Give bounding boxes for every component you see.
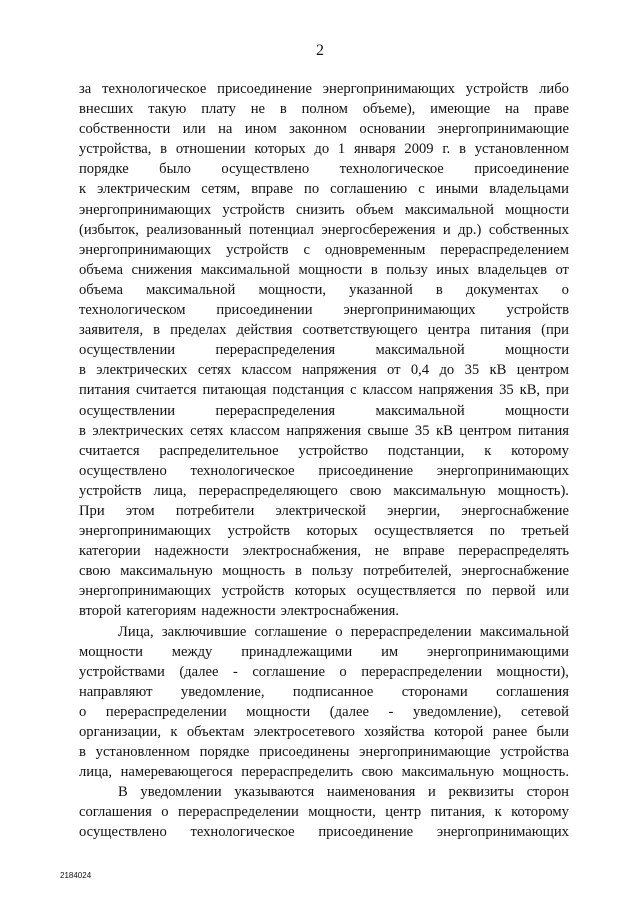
text-line: (избыток, реализованный потенциал энергосбережения и др.) собственных [79,221,569,238]
text-line: энергопринимающих устройств с одновременным перераспределением [79,241,569,258]
text-line: осуществлено технологическое присоединение энергопринимающих [79,824,569,841]
text-line: устройства, в отношении которых до 1 января 2009 г. в установленном [79,141,569,158]
document-body [79,79,569,843]
text-line: В уведомлении указываются наименования и реквизиты сторон [118,784,569,801]
text-line: объема максимальной мощности, указанной в документах о [79,281,569,298]
text-line: собственности или на ином законном основании энергопринимающие [79,121,569,138]
text-line: осуществлении перераспределения максимальной мощности [79,342,569,359]
text-line: внесших такую плату не в полном объеме), имеющие на праве [79,101,569,118]
text-line: объема снижения максимальной мощности в пользу иных владельцев от [79,261,569,278]
text-line: в электрических сетях классом напряжения свыше 35 кВ центром питания [79,422,569,439]
text-line: осуществлено технологическое присоединение энергопринимающих [79,462,569,479]
paragraph [79,622,569,783]
text-line: технологическом присоединении энергопринимающих устройств [79,302,569,319]
text-line: категории надежности электроснабжения, не вправе перераспределять [79,543,569,560]
text-line: свою максимальную мощность в пользу потребителей, энергоснабжение [79,563,569,580]
text-line: энергопринимающих устройств которых осуществляется по третьей [79,523,569,540]
text-line: устройств лица, перераспределяющего свою максимальную мощность). [79,482,569,499]
text-line: При этом потребители электрической энергии, энергоснабжение [79,502,569,519]
text-line: соглашения о перераспределении мощности, центр питания, к которому [79,804,569,821]
text-line: за технологическое присоединение энергопринимающих устройств либо [79,81,569,97]
text-line: считается распределительное устройство подстанции, к которому [79,442,569,459]
text-line: в электрических сетях классом напряжения от 0,4 до 35 кВ центром [79,362,569,379]
text-line: заявителя, в пределах действия соответствующего центра питания (при [79,322,569,339]
text-line: направляют уведомление, подписанное сторонами соглашения [79,683,569,700]
text-line: лица, намеревающегося перераспределить свою максимальную мощность. [79,764,569,781]
paragraph [79,79,569,622]
paragraph [79,782,569,842]
text-line: к электрическим сетям, вправе по соглашению с иными владельцами [79,181,569,198]
text-line: питания считается питающая подстанция с классом напряжения 35 кВ, при [79,382,569,399]
text-line: о перераспределении мощности (далее - уведомление), сетевой [79,703,569,720]
text-line: организации, к объектам электросетевого хозяйства которой ранее были [79,724,569,740]
text-line: мощности между принадлежащими им энергопринимающими [79,643,569,660]
page-number: 2 [316,42,324,59]
text-line: энергопринимающих устройств которых осуществляется по первой или [79,583,569,600]
text-line: второй категориям надежности электроснабжения. [79,603,400,620]
text-line: Лица, заключившие соглашение о перераспределении максимальной [118,623,569,640]
text-line: энергопринимающих устройств снизить объем максимальной мощности [79,201,569,218]
text-line: устройствами (далее - соглашение о перераспределении мощности), [79,663,569,680]
text-line: осуществлении перераспределения максимальной мощности [79,402,569,419]
text-line: в установленном порядке присоединены энергопринимающие устройства [79,744,569,761]
text-line: порядке было осуществлено технологическое присоединение [79,161,569,178]
document-code: 2184024 [60,871,92,880]
